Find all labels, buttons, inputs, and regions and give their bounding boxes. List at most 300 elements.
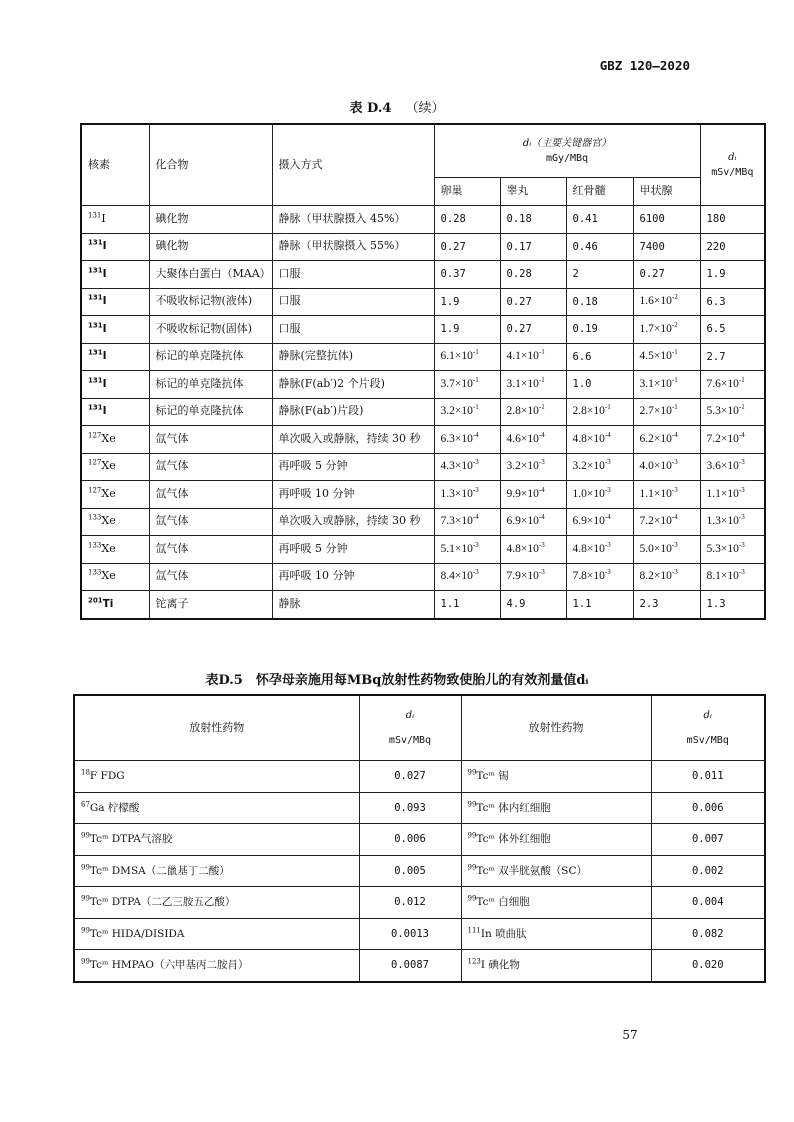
drug-left-cell [74,761,359,793]
ovary-exponent: -1 [472,403,479,412]
thyroid-mantissa: 1.1×10 [639,487,672,500]
nuclide-cell [81,288,149,316]
ovary-exponent: -3 [472,458,479,467]
testis-exponent: -1 [538,403,545,412]
dose-left-cell: 0.027 [359,761,461,793]
thyroid-cell [633,316,700,344]
testis-exponent: -4 [538,485,545,494]
table-row [81,316,765,344]
mass-number: 131 [88,211,102,220]
table-d5 [73,694,766,983]
dose-right-cell: 0.020 [651,950,765,982]
element-symbol: Xe [101,569,116,583]
thyroid-exponent: -3 [671,485,678,494]
nuclide [88,350,107,362]
de-exponent: -1 [738,375,745,384]
thyroid-cell [633,508,700,536]
de-cell [700,316,765,344]
compound-cell: 氙气体 [149,481,272,509]
dose-right-cell: 0.011 [651,761,765,793]
testis-exponent: -3 [538,568,545,577]
table-row [74,761,765,793]
dose-left-cell: 0.006 [359,824,461,856]
nuclide [88,542,116,555]
compound-cell: 标记的单克隆抗体 [149,343,272,371]
de-exponent: -3 [738,485,745,494]
drug-left-cell [74,855,359,887]
ovary-cell [434,316,500,344]
nuclide-cell [81,261,149,289]
drug-right-name: Tcᵐ 双半胱氨酸（SC） [476,864,587,877]
drug-left-name: Tcᵐ DTPA（二乙三胺五乙酸） [89,896,236,909]
thyroid-exponent: -3 [671,568,678,577]
drug-right-cell [461,887,651,919]
testis-cell [500,591,566,619]
marrow-value: 0.18 [572,295,598,308]
ovary-cell [434,206,500,234]
table-d4-caption-continued: （续） [405,101,445,116]
ovary-cell [434,233,500,261]
thyroid-mantissa: 2.7×10 [639,405,672,418]
intake-cell: 再呼吸 5 分钟 [272,453,434,481]
testis-cell [500,371,566,399]
de-value: 220 [706,240,726,253]
nuclide-cell [81,508,149,536]
table-d4-body [81,206,765,619]
drug-left-cell [74,887,359,919]
marrow-mantissa: 1.0×10 [572,487,605,500]
ovary-mantissa: 8.4×10 [440,570,473,583]
drug-right-name: I 碘化物 [480,959,520,972]
intake-cell: 口服 [272,316,434,344]
de-value: 1.3 [706,598,726,611]
mass-number: 133 [88,541,102,550]
ovary-value: 0.37 [440,268,466,281]
mass-number: 127 [88,431,102,440]
thyroid-mantissa: 3.1×10 [639,377,672,390]
mass-number: 133 [88,568,102,577]
thyroid-cell [633,398,700,426]
drug-right-mass: 111 [467,926,481,935]
marrow-mantissa: 2.8×10 [572,405,605,418]
intake-cell: 静脉（甲状腺摄入 55%） [272,233,434,261]
thyroid-cell [633,426,700,454]
nuclide [88,295,107,307]
drug-right-cell [461,918,651,950]
intake-cell: 静脉(完整抗体) [272,343,434,371]
ovary-mantissa: 1.3×10 [440,487,473,500]
table-row [81,288,765,316]
mass-number: 127 [88,486,102,495]
ovary-mantissa: 7.3×10 [440,515,473,528]
testis-cell [500,481,566,509]
element-symbol: Xe [101,459,116,473]
intake-cell: 静脉 [272,591,434,619]
thyroid-exponent: -2 [671,320,678,329]
element-symbol: I [102,377,107,390]
compound-cell: 氙气体 [149,563,272,591]
thyroid-mantissa: 5.0×10 [639,542,672,555]
ovary-exponent: -4 [472,430,479,439]
marrow-mantissa: 4.8×10 [572,542,605,555]
testis-cell [500,426,566,454]
drug-left-name: F FDG [89,770,125,783]
drug-left-mass: 67 [81,800,90,809]
table-row [81,563,765,591]
table-row [81,343,765,371]
marrow-value: 1.0 [572,378,592,391]
drug-left-cell [74,918,359,950]
table-row [74,824,765,856]
testis-exponent: -1 [538,375,545,384]
mass-number: 133 [88,513,102,522]
thyroid-mantissa: 7.2×10 [639,515,672,528]
table-row [74,887,765,919]
testis-mantissa: 3.2×10 [506,460,539,473]
ovary-mantissa: 3.7×10 [440,377,473,390]
header-intake: 摄入方式 [272,124,434,206]
nuclide [88,212,106,225]
drug-right-mass: 99 [467,800,477,809]
thyroid-exponent: -1 [671,403,678,412]
marrow-cell [566,288,633,316]
compound-cell: 不吸收标记物(固体) [149,316,272,344]
table-d5-body [74,761,765,982]
thyroid-value: 0.27 [639,268,665,281]
marrow-cell [566,261,633,289]
header-dose-right-unit: mSv/MBq [686,735,729,746]
ovary-cell [434,398,500,426]
table-row [81,536,765,564]
marrow-value: 0.19 [572,323,598,336]
thyroid-cell [633,233,700,261]
header-ovary: 卵巢 [434,178,500,206]
dose-right-cell: 0.082 [651,918,765,950]
table-row [74,792,765,824]
nuclide-cell [81,398,149,426]
header-organ-dose-unit: mGy/MBq [545,153,589,164]
drug-right-name: Tcᵐ 体外红细胞 [476,833,551,846]
dose-left-cell: 0.0013 [359,918,461,950]
de-mantissa: 7.2×10 [706,432,739,445]
header-compound: 化合物 [149,124,272,206]
de-mantissa: 1.1×10 [706,487,739,500]
table-row [81,371,765,399]
nuclide-cell [81,481,149,509]
de-cell [700,371,765,399]
drug-left-cell [74,950,359,982]
thyroid-mantissa: 1.7×10 [639,322,672,335]
ovary-cell [434,371,500,399]
thyroid-cell [633,591,700,619]
nuclide-cell [81,426,149,454]
intake-cell: 再呼吸 5 分钟 [272,536,434,564]
marrow-cell [566,591,633,619]
drug-right-name: Tcᵐ 白细胞 [476,896,530,909]
table-row [81,233,765,261]
marrow-cell [566,398,633,426]
nuclide-cell [81,591,149,619]
drug-right-mass: 99 [467,831,477,840]
drug-right-cell [461,792,651,824]
nuclide-cell [81,316,149,344]
dose-left-cell: 0.093 [359,792,461,824]
nuclide-cell [81,563,149,591]
ovary-mantissa: 3.2×10 [440,405,473,418]
compound-cell: 氙气体 [149,536,272,564]
marrow-value: 0.41 [572,213,598,226]
drug-right-mass: 99 [467,863,477,872]
dose-right-cell: 0.007 [651,824,765,856]
dose-right-cell: 0.006 [651,792,765,824]
compound-cell: 标记的单克隆抗体 [149,398,272,426]
header-organ-dose [434,124,700,178]
ovary-exponent: -3 [472,540,479,549]
header-organ-dose-title: dᵢ（主要关键器官） [522,137,612,149]
thyroid-exponent: -4 [671,513,678,522]
element-symbol: Ti [102,597,114,610]
testis-exponent: -3 [538,458,545,467]
thyroid-exponent: -1 [671,348,678,357]
mass-number: 131 [88,348,103,357]
de-cell [700,426,765,454]
marrow-exponent: -3 [604,485,611,494]
testis-mantissa: 4.8×10 [506,542,539,555]
mass-number: 131 [88,266,103,275]
de-mantissa: 8.1×10 [706,570,739,583]
testis-mantissa: 4.6×10 [506,432,539,445]
testis-exponent: -4 [538,513,545,522]
nuclide [88,405,107,417]
thyroid-cell [633,371,700,399]
marrow-mantissa: 7.8×10 [572,570,605,583]
mass-number: 131 [88,238,103,247]
ovary-mantissa: 6.1×10 [440,350,473,363]
testis-mantissa: 7.9×10 [506,570,539,583]
ovary-cell [434,508,500,536]
header-effective-dose [700,124,765,206]
marrow-mantissa: 6.9×10 [572,515,605,528]
marrow-cell [566,508,633,536]
dose-right-cell: 0.004 [651,887,765,919]
de-exponent: -3 [738,568,745,577]
table-d4 [80,123,766,620]
testis-cell [500,233,566,261]
ovary-cell [434,591,500,619]
testis-cell [500,508,566,536]
header-marrow: 红骨髓 [566,178,633,206]
drug-right-cell [461,761,651,793]
drug-right-mass: 123 [467,957,481,966]
ovary-value: 1.9 [440,295,460,308]
de-mantissa: 5.3×10 [706,405,739,418]
drug-left-mass: 18 [81,768,90,777]
testis-value: 0.18 [506,213,532,226]
table-d5-caption: 表D.5 怀孕母亲施用每MBq放射性药物致使胎儿的有效剂量值dᵢ [205,673,589,688]
marrow-cell [566,233,633,261]
marrow-value: 0.46 [572,240,598,253]
thyroid-cell [633,261,700,289]
de-cell [700,288,765,316]
thyroid-cell [633,563,700,591]
drug-left-name: Tcᵐ HIDA/DISIDA [89,927,185,940]
compound-cell: 标记的单克隆抗体 [149,371,272,399]
marrow-exponent: -3 [604,458,611,467]
compound-cell: 铊离子 [149,591,272,619]
marrow-cell [566,426,633,454]
nuclide-cell [81,453,149,481]
marrow-cell [566,371,633,399]
thyroid-value: 6100 [639,213,665,226]
drug-right-name: Tcᵐ 体内红细胞 [476,801,551,814]
nuclide-cell [81,343,149,371]
nuclide [88,569,116,582]
thyroid-value: 2.3 [639,598,659,611]
testis-value: 0.17 [506,240,532,253]
thyroid-cell [633,343,700,371]
ovary-exponent: -1 [472,348,479,357]
document-code: GBZ 120—2020 [599,58,690,73]
marrow-value: 2 [572,268,579,281]
nuclide-cell [81,206,149,234]
element-symbol: Xe [101,514,116,528]
thyroid-exponent: -2 [671,293,678,302]
nuclide [88,459,116,472]
intake-cell: 口服 [272,288,434,316]
ovary-value: 1.9 [440,323,460,336]
de-cell [700,508,765,536]
drug-right-cell [461,855,651,887]
element-symbol: Xe [101,431,116,445]
marrow-cell [566,481,633,509]
marrow-exponent: -1 [604,403,611,412]
marrow-cell [566,316,633,344]
element-symbol: Xe [101,541,116,555]
testis-exponent: -4 [538,430,545,439]
table-row [81,591,765,619]
testis-value: 0.27 [506,295,532,308]
drug-left-mass: 99 [81,831,90,840]
thyroid-cell [633,536,700,564]
testis-exponent: -3 [538,540,545,549]
ovary-mantissa: 4.3×10 [440,460,473,473]
drug-right-cell [461,950,651,982]
header-dose-left-unit: mSv/MBq [388,735,432,746]
mass-number: 131 [88,293,103,302]
dose-left-cell: 0.005 [359,855,461,887]
element-symbol: I [102,240,107,253]
thyroid-mantissa: 1.6×10 [639,295,672,308]
ovary-mantissa: 5.1×10 [440,542,473,555]
intake-cell: 口服 [272,261,434,289]
testis-cell [500,316,566,344]
intake-cell: 静脉(F(ab′)2 个片段) [272,371,434,399]
drug-left-name: Tcᵐ DTPA气溶胶 [89,833,173,846]
intake-cell: 单次吸入或静脉，持续 30 秒 [272,508,434,536]
mass-number: 131 [88,403,103,412]
table-row [74,918,765,950]
thyroid-value: 7400 [639,240,665,253]
nuclide [88,432,116,445]
ovary-mantissa: 6.3×10 [440,432,473,445]
ovary-exponent: -3 [472,485,479,494]
compound-cell: 氙气体 [149,508,272,536]
compound-cell: 氙气体 [149,426,272,454]
header-drug-right: 放射性药物 [461,695,651,761]
testis-cell [500,288,566,316]
de-cell [700,453,765,481]
table-row [81,481,765,509]
marrow-exponent: -3 [604,540,611,549]
header-dose-left [359,695,461,761]
thyroid-mantissa: 8.2×10 [639,570,672,583]
nuclide [88,598,113,610]
de-cell [700,261,765,289]
de-exponent: -3 [738,458,745,467]
ovary-cell [434,536,500,564]
nuclide [88,323,107,335]
de-cell [700,563,765,591]
ovary-cell [434,481,500,509]
nuclide [88,487,116,500]
testis-mantissa: 6.9×10 [506,515,539,528]
header-testis: 睾丸 [500,178,566,206]
de-exponent: -4 [738,430,745,439]
table-row [81,426,765,454]
drug-right-name: Tcᵐ 锡 [476,770,509,783]
marrow-exponent: -4 [604,513,611,522]
dose-left-cell: 0.0087 [359,950,461,982]
thyroid-mantissa: 4.5×10 [639,350,672,363]
testis-cell [500,536,566,564]
thyroid-cell [633,481,700,509]
compound-cell: 不吸收标记物(液体) [149,288,272,316]
nuclide [88,240,107,252]
compound-cell: 氙气体 [149,453,272,481]
table-d4-caption-title: 表 D.4 [349,101,392,116]
marrow-exponent: -3 [604,568,611,577]
testis-mantissa: 3.1×10 [506,377,539,390]
de-exponent: -1 [738,403,745,412]
thyroid-exponent: -3 [671,458,678,467]
header-effective-dose-unit: mSv/MBq [711,167,754,178]
marrow-mantissa: 3.2×10 [572,460,605,473]
testis-value: 0.28 [506,268,532,281]
dose-right-cell: 0.002 [651,855,765,887]
header-drug-left: 放射性药物 [74,695,359,761]
element-symbol: I [101,211,106,225]
nuclide-cell [81,536,149,564]
drug-right-cell [461,824,651,856]
intake-cell: 静脉(F(ab′)片段) [272,398,434,426]
element-symbol: I [102,405,107,418]
table-row [81,398,765,426]
thyroid-exponent: -4 [671,430,678,439]
de-cell [700,591,765,619]
ovary-exponent: -1 [472,375,479,384]
intake-cell: 再呼吸 10 分钟 [272,481,434,509]
testis-mantissa: 4.1×10 [506,350,539,363]
testis-mantissa: 2.8×10 [506,405,539,418]
de-mantissa: 3.6×10 [706,460,739,473]
drug-left-name: Tcᵐ DMSA（二巤基丁二酸） [89,864,230,877]
testis-value: 4.9 [506,598,526,611]
intake-cell: 单次吸入或静脉，持续 30 秒 [272,426,434,454]
testis-cell [500,206,566,234]
de-value: 180 [706,213,726,226]
marrow-value: 1.1 [572,598,592,611]
nuclide [88,268,107,280]
